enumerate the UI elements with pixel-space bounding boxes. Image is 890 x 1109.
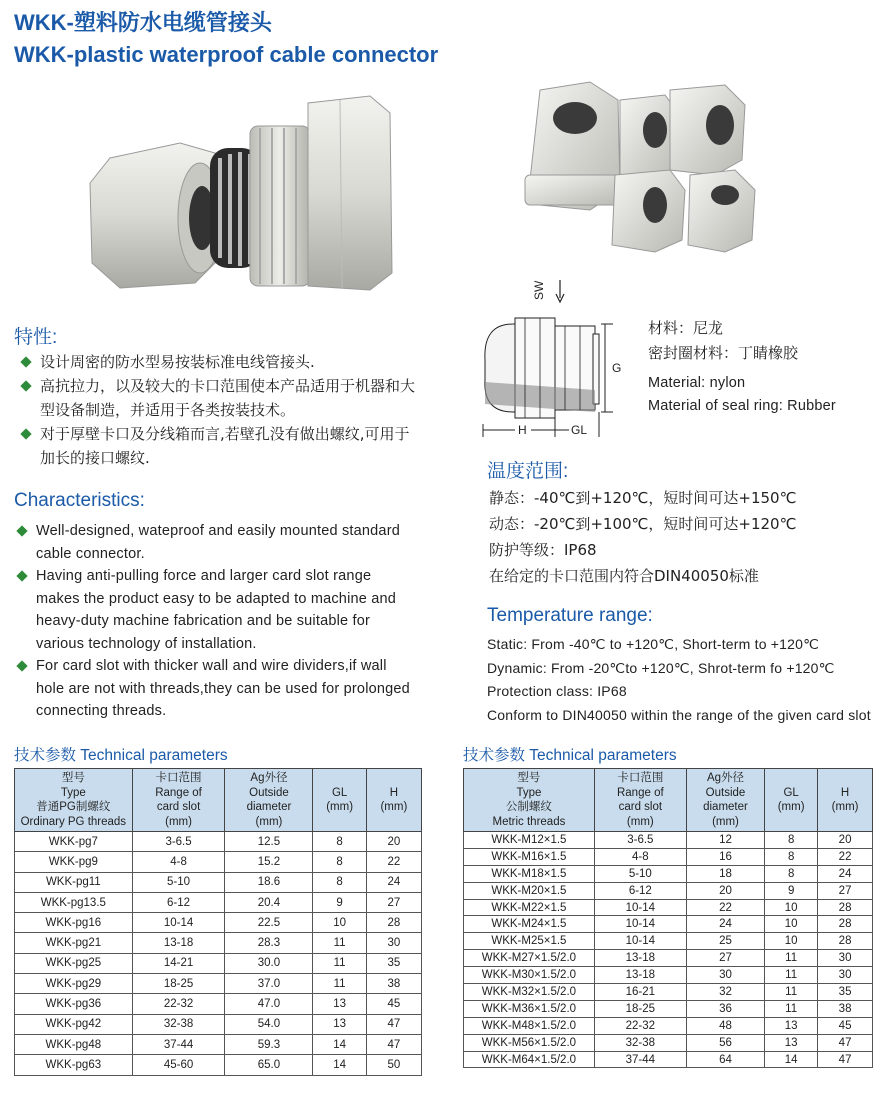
table-cell: 30 — [818, 967, 873, 984]
list-item: 对于厚壁卡口及分线箱而言,若壁孔没有做出螺纹,可用于加长的接口螺纹. — [18, 422, 418, 470]
temp-en-line: Dynamic: From -20℃to +120℃, Shrot-term fo +120℃ — [487, 659, 835, 676]
table-row — [464, 899, 873, 916]
table-cell: 25 — [686, 933, 764, 950]
table-cell: 24 — [366, 872, 421, 892]
table-cell: 50 — [366, 1055, 421, 1075]
table-cell: 47 — [366, 1034, 421, 1054]
col-header-h: H (mm) — [366, 769, 421, 832]
params-table-right — [463, 768, 873, 1068]
table-cell: 4-8 — [594, 848, 686, 865]
table-cell: 30 — [686, 967, 764, 984]
table-header-row — [464, 769, 873, 832]
list-item: 设计周密的防水型易按装标准电线管接头. — [18, 350, 418, 374]
list-item: Well-designed, wateproof and easily mounted standard cable connector. — [14, 520, 414, 565]
table-cell: 30 — [818, 950, 873, 967]
col-header-type: 型号 Type 公制螺纹 Metric threads — [464, 769, 595, 832]
table-cell: WKK-pg48 — [15, 1034, 133, 1054]
bullet-diamond-icon — [20, 380, 31, 391]
table-row — [464, 916, 873, 933]
table-cell: 20.4 — [225, 892, 313, 912]
table-right-title: 技术参数 Technical parameters — [463, 747, 677, 764]
list-item: For card slot with thicker wall and wire dividers,if wall hole are not with threads,they can be used for prolonged connecting threads. — [14, 655, 414, 723]
table-cell: 47 — [818, 1034, 873, 1051]
material-cn-2: 密封圈材料：丁睛橡胶 — [648, 344, 799, 362]
table-right-body — [464, 832, 873, 1068]
bullet-diamond-icon — [16, 525, 27, 536]
table-cell: WKK-M30×1.5/2.0 — [464, 967, 595, 984]
temp-cn-line: 防护等级：IP68 — [489, 541, 597, 559]
features-list — [18, 350, 418, 470]
table-cell: 13 — [765, 1017, 818, 1034]
page-title-cn: WKK-塑料防水电缆管接头 — [14, 10, 272, 35]
table-cell: 45 — [818, 1017, 873, 1034]
table-cell: 14 — [313, 1034, 366, 1054]
table-cell: 38 — [818, 1000, 873, 1017]
table-cell: WKK-M12×1.5 — [464, 832, 595, 849]
table-row — [15, 933, 422, 953]
table-cell: 22.5 — [225, 913, 313, 933]
temp-cn-line: 在给定的卡口范围内符合DIN40050标准 — [489, 567, 759, 585]
table-cell: WKK-pg36 — [15, 994, 133, 1014]
bullet-diamond-icon — [20, 356, 31, 367]
bullet-diamond-icon — [16, 660, 27, 671]
table-cell: 22 — [686, 899, 764, 916]
table-cell: WKK-M20×1.5 — [464, 882, 595, 899]
table-cell: 11 — [313, 933, 366, 953]
table-cell: 35 — [818, 984, 873, 1001]
table-cell: 12.5 — [225, 832, 313, 852]
table-cell: 13-18 — [594, 950, 686, 967]
table-cell: 10 — [313, 913, 366, 933]
table-cell: WKK-pg25 — [15, 953, 133, 973]
table-row — [464, 1017, 873, 1034]
table-cell: 20 — [818, 832, 873, 849]
table-cell: 5-10 — [132, 872, 225, 892]
table-cell: 14 — [313, 1055, 366, 1075]
table-cell: 4-8 — [132, 852, 225, 872]
table-cell: 37.0 — [225, 974, 313, 994]
table-cell: 22 — [818, 848, 873, 865]
col-header-diameter: Ag外径 Outside diameter (mm) — [686, 769, 764, 832]
table-cell: 20 — [686, 882, 764, 899]
table-cell: WKK-M25×1.5 — [464, 933, 595, 950]
table-row — [15, 994, 422, 1014]
table-cell: 6-12 — [132, 892, 225, 912]
table-cell: WKK-M16×1.5 — [464, 848, 595, 865]
table-cell: 30.0 — [225, 953, 313, 973]
table-cell: 13 — [313, 994, 366, 1014]
temp-cn-block — [489, 485, 796, 589]
table-row — [15, 913, 422, 933]
table-cell: 24 — [686, 916, 764, 933]
temp-en-line: Static: From -40℃ to +120℃, Short-term to +120℃ — [487, 636, 820, 652]
table-cell: 28.3 — [225, 933, 313, 953]
table-cell: WKK-M56×1.5/2.0 — [464, 1034, 595, 1051]
table-row — [15, 1034, 422, 1054]
table-cell: 13-18 — [132, 933, 225, 953]
table-cell: 22 — [366, 852, 421, 872]
table-cell: WKK-M64×1.5/2.0 — [464, 1051, 595, 1068]
table-cell: 59.3 — [225, 1034, 313, 1054]
table-cell: WKK-pg13.5 — [15, 892, 133, 912]
table-cell: 45 — [366, 994, 421, 1014]
table-cell: 10 — [765, 933, 818, 950]
table-row — [15, 832, 422, 852]
table-cell: 64 — [686, 1051, 764, 1068]
table-cell: 11 — [313, 953, 366, 973]
table-cell: 22-32 — [594, 1017, 686, 1034]
bullet-diamond-icon — [16, 570, 27, 581]
table-cell: WKK-pg29 — [15, 974, 133, 994]
col-header-range: 卡口范围 Range of card slot (mm) — [594, 769, 686, 832]
table-row — [464, 1034, 873, 1051]
table-row — [464, 933, 873, 950]
table-left-body — [15, 832, 422, 1076]
table-cell: WKK-M48×1.5/2.0 — [464, 1017, 595, 1034]
characteristics-heading: Characteristics: — [14, 490, 145, 511]
temp-en-line: Protection class: IP68 — [487, 683, 627, 699]
table-cell: WKK-pg7 — [15, 832, 133, 852]
table-cell: 32-38 — [132, 1014, 225, 1034]
col-header-range: 卡口范围 Range of card slot (mm) — [132, 769, 225, 832]
table-row — [464, 865, 873, 882]
table-cell: 13 — [765, 1034, 818, 1051]
table-cell: 47 — [366, 1014, 421, 1034]
list-item: 高抗拉力，以及较大的卡口范围使本产品适用于机器和大型设备制造，并适用于各类按装技术。 — [18, 374, 418, 422]
page-title-en: WKK-plastic waterproof cable connector — [14, 42, 439, 67]
table-cell: 10-14 — [132, 913, 225, 933]
table-cell: WKK-M24×1.5 — [464, 916, 595, 933]
product-photo-assortment — [520, 80, 785, 255]
table-cell: WKK-pg21 — [15, 933, 133, 953]
table-cell: 27 — [366, 892, 421, 912]
table-cell: 3-6.5 — [594, 832, 686, 849]
table-row — [464, 882, 873, 899]
table-cell: WKK-pg11 — [15, 872, 133, 892]
col-header-gl: GL (mm) — [313, 769, 366, 832]
table-cell: 6-12 — [594, 882, 686, 899]
material-en-1: Material: nylon — [648, 375, 746, 391]
table-cell: 47.0 — [225, 994, 313, 1014]
table-cell: 16 — [686, 848, 764, 865]
table-cell: 48 — [686, 1017, 764, 1034]
table-cell: 9 — [765, 882, 818, 899]
table-header-row — [15, 769, 422, 832]
table-row — [15, 1055, 422, 1075]
table-cell: 10 — [765, 916, 818, 933]
table-cell: 20 — [366, 832, 421, 852]
table-cell: 30 — [366, 933, 421, 953]
table-cell: 28 — [366, 913, 421, 933]
table-cell: 18.6 — [225, 872, 313, 892]
table-cell: 35 — [366, 953, 421, 973]
table-cell: 28 — [818, 933, 873, 950]
col-header-diameter: Ag外径 Outside diameter (mm) — [225, 769, 313, 832]
characteristics-list — [14, 520, 414, 723]
table-cell: 10-14 — [594, 916, 686, 933]
table-cell: WKK-M22×1.5 — [464, 899, 595, 916]
table-cell: 8 — [765, 832, 818, 849]
table-cell: 47 — [818, 1051, 873, 1068]
table-cell: 11 — [765, 1000, 818, 1017]
table-cell: 13-18 — [594, 967, 686, 984]
list-item: Having anti-pulling force and larger card slot range makes the product easy to be adapted to machine and heavy-duty machine fabrication and be suitable for various technology of installation. — [14, 565, 414, 655]
table-cell: 8 — [313, 872, 366, 892]
table-cell: 12 — [686, 832, 764, 849]
table-cell: 11 — [765, 950, 818, 967]
table-left-title: 技术参数 Technical parameters — [14, 747, 228, 764]
dimension-diagram — [465, 272, 625, 442]
material-en-2: Material of seal ring: Rubber — [648, 397, 836, 414]
table-cell: 5-10 — [594, 865, 686, 882]
table-cell: 32-38 — [594, 1034, 686, 1051]
table-cell: 18-25 — [594, 1000, 686, 1017]
table-cell: 32 — [686, 984, 764, 1001]
table-cell: 16-21 — [594, 984, 686, 1001]
table-cell: 54.0 — [225, 1014, 313, 1034]
table-cell: 11 — [765, 967, 818, 984]
table-cell: 37-44 — [594, 1051, 686, 1068]
table-cell: 27 — [686, 950, 764, 967]
col-header-h: H (mm) — [818, 769, 873, 832]
table-cell: WKK-M32×1.5/2.0 — [464, 984, 595, 1001]
col-header-gl: GL (mm) — [765, 769, 818, 832]
table-cell: 36 — [686, 1000, 764, 1017]
diagram-label-sw: SW — [532, 280, 546, 300]
table-cell: WKK-pg42 — [15, 1014, 133, 1034]
product-photo-connector — [80, 88, 400, 293]
table-cell: WKK-M18×1.5 — [464, 865, 595, 882]
table-cell: 10-14 — [594, 933, 686, 950]
table-cell: 28 — [818, 899, 873, 916]
temp-cn-line: 静态：-40℃到+120℃，短时间可达+150℃ — [489, 489, 797, 507]
table-row — [15, 974, 422, 994]
table-cell: 3-6.5 — [132, 832, 225, 852]
temp-en-line: Conform to DIN40050 within the range of the given card slot — [487, 706, 871, 723]
table-cell: 18-25 — [132, 974, 225, 994]
table-cell: 15.2 — [225, 852, 313, 872]
table-cell: 38 — [366, 974, 421, 994]
table-row — [464, 1051, 873, 1068]
table-row — [15, 1014, 422, 1034]
temp-en-heading: Temperature range: — [487, 605, 653, 626]
table-cell: 8 — [313, 832, 366, 852]
table-cell: 28 — [818, 916, 873, 933]
table-cell: WKK-pg16 — [15, 913, 133, 933]
table-row — [464, 950, 873, 967]
table-cell: 14 — [765, 1051, 818, 1068]
diagram-label-gl: GL — [571, 423, 588, 437]
table-cell: 65.0 — [225, 1055, 313, 1075]
table-cell: WKK-M36×1.5/2.0 — [464, 1000, 595, 1017]
table-cell: 10-14 — [594, 899, 686, 916]
table-cell: 13 — [313, 1014, 366, 1034]
table-cell: 8 — [765, 848, 818, 865]
temp-cn-heading: 温度范围: — [487, 461, 569, 482]
table-cell: 18 — [686, 865, 764, 882]
temp-en-block — [487, 633, 871, 727]
table-row — [464, 848, 873, 865]
features-heading: 特性: — [14, 327, 58, 348]
table-cell: 11 — [765, 984, 818, 1001]
table-cell: 27 — [818, 882, 873, 899]
col-header-type: 型号 Type 普通PG制螺纹 Ordinary PG threads — [15, 769, 133, 832]
params-table-left — [14, 768, 422, 1076]
table-row — [464, 967, 873, 984]
table-row — [15, 872, 422, 892]
table-cell: 8 — [313, 852, 366, 872]
materials-block — [648, 316, 836, 417]
table-cell: WKK-pg9 — [15, 852, 133, 872]
table-cell: 45-60 — [132, 1055, 225, 1075]
table-cell: 8 — [765, 865, 818, 882]
table-cell: 9 — [313, 892, 366, 912]
table-row — [15, 852, 422, 872]
material-cn-1: 材料：尼龙 — [648, 319, 724, 337]
table-cell: 37-44 — [132, 1034, 225, 1054]
table-cell: WKK-M27×1.5/2.0 — [464, 950, 595, 967]
table-row — [464, 832, 873, 849]
table-cell: 56 — [686, 1034, 764, 1051]
diagram-label-h: H — [518, 423, 527, 437]
table-cell: 22-32 — [132, 994, 225, 1014]
table-cell: 24 — [818, 865, 873, 882]
table-cell: 10 — [765, 899, 818, 916]
diagram-label-g: G — [612, 361, 622, 375]
bullet-diamond-icon — [20, 428, 31, 439]
table-cell: WKK-pg63 — [15, 1055, 133, 1075]
table-row — [464, 1000, 873, 1017]
table-row — [464, 984, 873, 1001]
temp-cn-line: 动态：-20℃到+100℃，短时间可达+120℃ — [489, 515, 797, 533]
table-cell: 14-21 — [132, 953, 225, 973]
table-cell: 11 — [313, 974, 366, 994]
table-row — [15, 953, 422, 973]
table-row — [15, 892, 422, 912]
